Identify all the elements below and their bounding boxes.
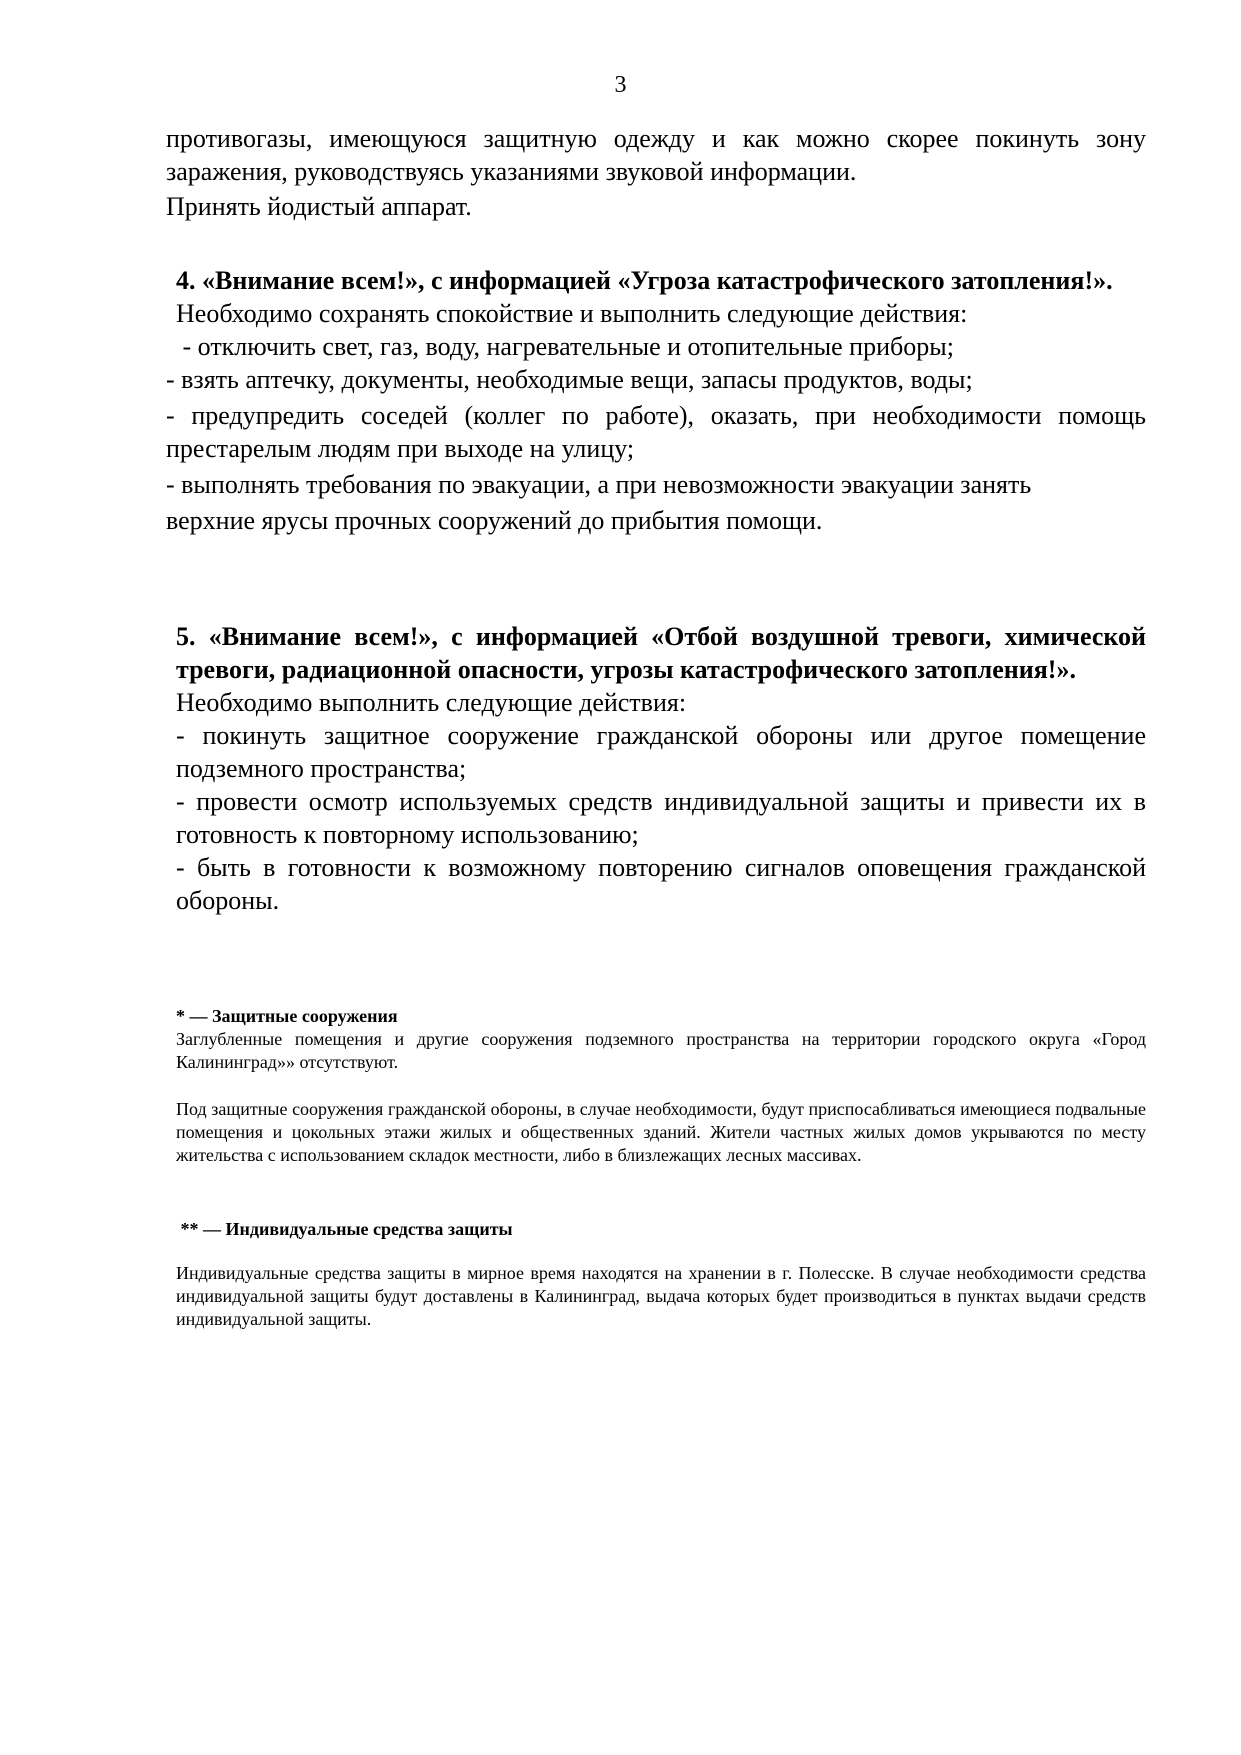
section-4-item-3: - предупредить соседей (коллег по работе), оказать, при необходимости помощь престарелым людям при выходе на улицу; xyxy=(166,401,1146,463)
footnote-1-title: * — Защитные сооружения xyxy=(176,1006,398,1026)
section-4 xyxy=(166,264,1146,537)
section-4-lead: Необходимо сохранять спокойствие и выполнить следующие действия: xyxy=(176,299,968,328)
section-5-item-1: - покинуть защитное сооружение гражданской обороны или другое помещение подземного пространства; xyxy=(176,721,1146,783)
footnote-1 xyxy=(176,1005,1146,1167)
footnote-2-title: ** — Индивидуальные средства защиты xyxy=(176,1219,513,1239)
section-5-lead: Необходимо выполнить следующие действия: xyxy=(176,688,687,717)
section-4-item-4-line-2: верхние ярусы прочных сооружений до прибытия помощи. xyxy=(166,506,823,535)
footnote-1-text-1: Заглубленные помещения и другие сооружения подземного пространства на территории городского округа «Город Калининград»» отсутствуют. xyxy=(176,1029,1146,1072)
section-4-item-4-line-1: - выполнять требования по эвакуации, а при невозможности эвакуации занять xyxy=(166,470,1032,499)
section-4-item-2: - взять аптечку, документы, необходимые вещи, запасы продуктов, воды; xyxy=(166,365,973,394)
intro-paragraph: противогазы, имеющуюся защитную одежду и как можно скорее покинуть зону заражения, руководствуясь указаниями звуковой информации. xyxy=(166,124,1146,186)
footnote-2-text: Индивидуальные средства защиты в мирное время находятся на хранении в г. Полесске. В случае необходимости средства индивидуальной защиты будут доставлены в Калининград, выдача которых будет производиться в пунктах выдачи средств индивидуальной защиты. xyxy=(176,1263,1146,1329)
section-4-item-1: - отключить свет, газ, воду, нагревательные и отопительные приборы; xyxy=(176,332,954,361)
intro-iodine-line: Принять йодистый аппарат. xyxy=(166,192,472,221)
section-5-heading: 5. «Внимание всем!», с информацией «Отбой воздушной тревоги, химической тревоги, радиационной опасности, угрозы катастрофического затопления!». xyxy=(176,622,1146,684)
footnote-1-text-2: Под защитные сооружения гражданской обороны, в случае необходимости, будут приспосабливаться имеющиеся подвальные помещения и цокольных этажи жилых и общественных зданий. Жители частных жилых домов укрываются по месту жительства с использованием складок местности, либо в близлежащих лесных массивах. xyxy=(176,1099,1146,1165)
page-number: 3 xyxy=(614,72,627,98)
section-4-heading: 4. «Внимание всем!», с информацией «Угроза катастрофического затопления!». xyxy=(176,266,1113,295)
section-5-item-3: - быть в готовности к возможному повторению сигналов оповещения гражданской обороны. xyxy=(176,853,1146,915)
footnote-2 xyxy=(176,1218,1146,1331)
intro-block xyxy=(166,122,1146,223)
section-5-item-2: - провести осмотр используемых средств индивидуальной защиты и привести их в готовность к повторному использованию; xyxy=(176,787,1146,849)
section-5 xyxy=(176,620,1146,917)
